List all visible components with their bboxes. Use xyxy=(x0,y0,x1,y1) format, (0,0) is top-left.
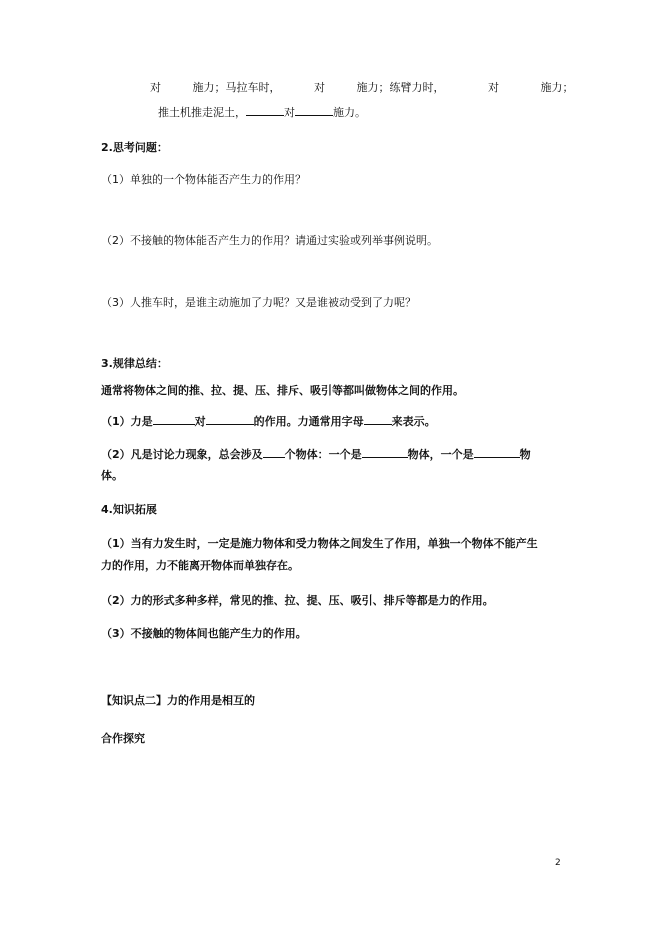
extension-3: （3）不接触的物体间也能产生力的作用。 xyxy=(101,627,307,640)
text-shili-end: 施力； xyxy=(540,81,574,94)
question-2: （2）不接触的物体能否产生力的作用？请通过实验或列举事例说明。 xyxy=(101,234,438,247)
section-2-title: 2.思考问题： xyxy=(101,141,168,154)
blank[interactable] xyxy=(362,445,408,458)
section-4-title: 4.知识拓展 xyxy=(101,503,157,516)
blank[interactable] xyxy=(246,103,284,116)
summary-item-2-cont: 体。 xyxy=(101,469,123,482)
text-dui-1: 对 xyxy=(150,81,161,94)
text-bulldozer: 推土机推走泥土， xyxy=(158,106,246,119)
question-1: （1）单独的一个物体能否产生力的作用？ xyxy=(101,173,306,186)
knowledge-point-2-title: 【知识点二】力的作用是相互的 xyxy=(101,694,255,707)
question-3: （3）人推车时，是谁主动施加了力呢？又是谁被动受到了力呢？ xyxy=(101,296,416,309)
blank[interactable] xyxy=(364,412,392,425)
text-arm-exercise: 施力；练臂力时， xyxy=(356,81,445,94)
text-dui-4: 对 xyxy=(284,106,295,119)
fill-line-1 xyxy=(150,80,574,96)
summary-2-part-b: 个物体：一个是 xyxy=(284,448,362,461)
extension-1-line-1: （1）当有力发生时，一定是施力物体和受力物体之间发生了作用，单独一个物体不能产生 xyxy=(101,537,538,550)
text-shili: 施力。 xyxy=(333,106,366,119)
blank[interactable] xyxy=(295,103,333,116)
text-dui-2: 对 xyxy=(314,81,325,94)
text-horse-cart: 施力；马拉车时， xyxy=(192,81,281,94)
summary-2-part-a: （2）凡是讨论力现象，总会涉及 xyxy=(101,448,263,461)
extension-1-line-2: 力的作用，力不能离开物体而单独存在。 xyxy=(101,559,299,572)
section-3-intro: 通常将物体之间的推、拉、提、压、排斥、吸引等都叫做物体之间的作用。 xyxy=(101,384,464,397)
blank[interactable] xyxy=(153,412,195,425)
blank[interactable] xyxy=(474,445,520,458)
page-number: 2 xyxy=(555,858,561,868)
extension-2: （2）力的形式多种多样，常见的推、拉、提、压、吸引、排斥等都是力的作用。 xyxy=(101,594,494,607)
summary-1-part-a: （1）力是 xyxy=(101,415,153,428)
section-3-title: 3.规律总结： xyxy=(101,357,168,370)
summary-2-part-d: 物 xyxy=(519,448,531,461)
text-dui-3: 对 xyxy=(488,81,499,94)
cooperative-inquiry: 合作探究 xyxy=(101,732,145,745)
summary-1-part-b: 对 xyxy=(194,415,206,428)
blank[interactable] xyxy=(263,445,285,458)
fill-line-2 xyxy=(158,103,366,121)
blank[interactable] xyxy=(206,412,254,425)
summary-item-1 xyxy=(101,412,436,430)
summary-1-part-c: 的作用。力通常用字母 xyxy=(253,415,364,428)
summary-item-2 xyxy=(101,445,531,463)
summary-2-part-c: 物体，一个是 xyxy=(407,448,474,461)
summary-1-part-d: 来表示。 xyxy=(391,415,436,428)
